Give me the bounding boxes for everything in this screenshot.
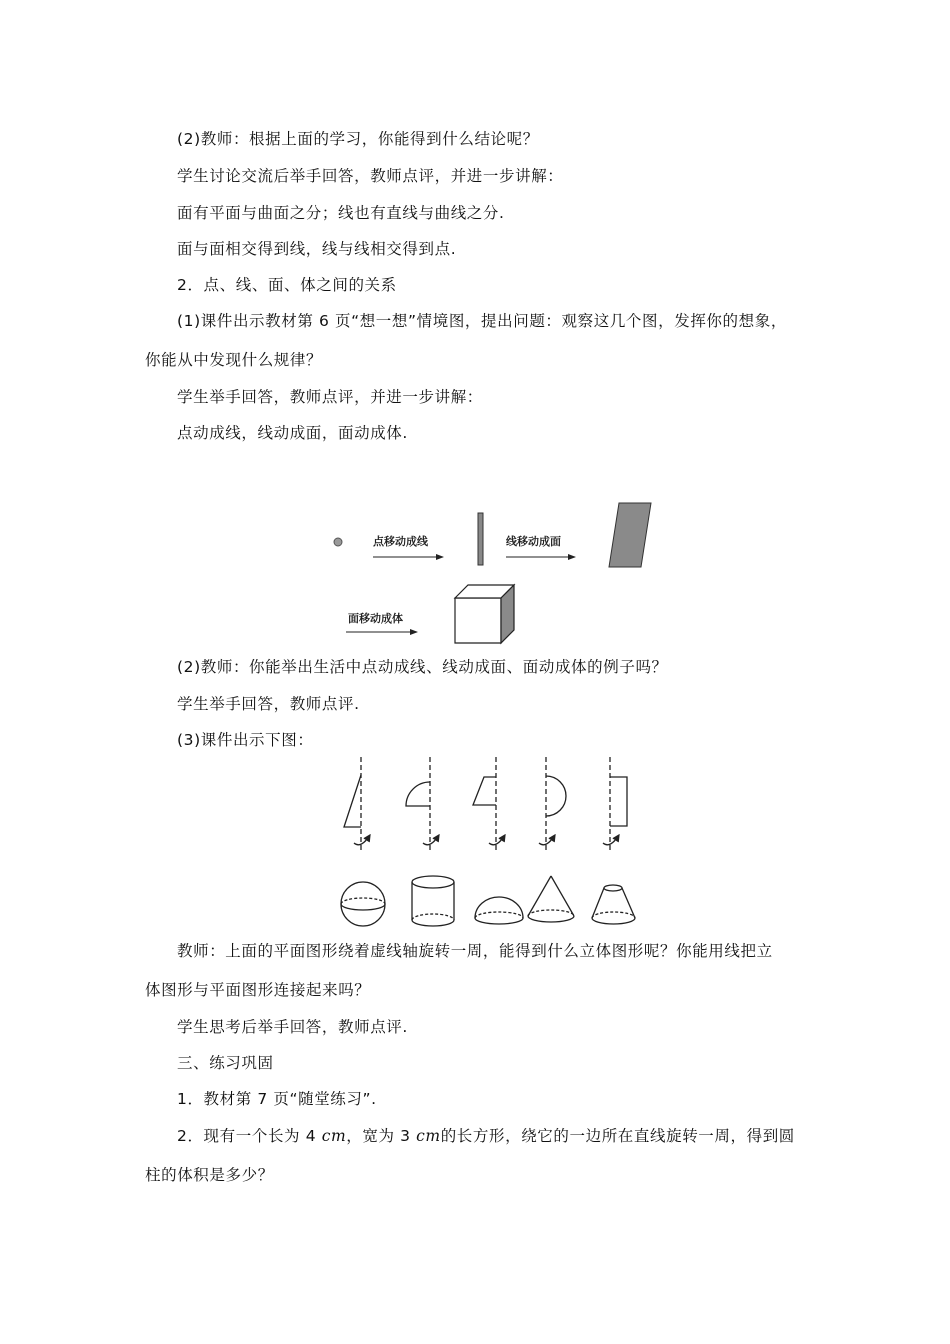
paragraph-student-answer-2: 学生举手回答，教师点评. <box>177 695 360 713</box>
exercise-2-text-a: 2．现有一个长为 4 <box>177 1127 322 1145</box>
shape-semicircle <box>539 757 566 850</box>
solid-frustum <box>592 885 635 924</box>
unit-cm-length: cm <box>321 1127 347 1145</box>
paragraph-motion-rule: 点动成线，线动成面，面动成体. <box>177 424 408 442</box>
solid-sphere <box>341 882 385 926</box>
unit-cm-width: cm <box>416 1127 441 1145</box>
paragraph-exercise-2 <box>177 1124 795 1146</box>
cube-solid <box>455 585 514 643</box>
paragraph-courseware-figure: (3)课件出示下图： <box>177 731 314 749</box>
label-point-to-line: 点移动成线 <box>373 535 428 548</box>
shape-quarter-circle <box>406 757 439 850</box>
label-line-to-plane: 线移动成面 <box>506 535 561 548</box>
paragraph-teacher-question: (2)教师：根据上面的学习，你能得到什么结论呢？ <box>177 130 539 148</box>
paragraph-student-discussion: 学生讨论交流后举手回答，教师点评，并进一步讲解： <box>177 167 564 185</box>
plane-parallelogram <box>609 503 651 567</box>
paragraph-courseware-intro: (1)课件出示教材第 6 页“想一想”情境图，提出问题：观察这几个图，发挥你的想象， <box>177 312 787 330</box>
solid-cylinder <box>412 876 454 926</box>
rotation-figure <box>330 755 650 930</box>
paragraph-student-answer: 学生举手回答，教师点评，并进一步讲解： <box>177 388 483 406</box>
paragraph-rotation-question: 教师：上面的平面图形绕着虚线轴旋转一周，能得到什么立体图形呢？你能用线把立 <box>177 942 773 960</box>
section-heading-relations: 2．点、线、面、体之间的关系 <box>177 276 397 294</box>
paragraph-exercise-2-cont: 柱的体积是多少？ <box>145 1166 274 1184</box>
line-segment <box>478 513 483 565</box>
exercise-2-text-c: 的长方形，绕它的一边所在直线旋转一周，得到圆 <box>440 1127 795 1145</box>
point-dot <box>334 538 342 546</box>
shape-rectangle <box>603 757 627 850</box>
exercise-2-text-b: ，宽为 3 <box>346 1127 417 1145</box>
shape-right-trapezoid <box>473 757 505 850</box>
paragraph-courseware-intro-cont: 你能从中发现什么规律？ <box>145 351 323 369</box>
paragraph-surface-line-types: 面有平面与曲面之分；线也有直线与曲线之分. <box>177 204 505 222</box>
solid-hemisphere <box>475 897 523 924</box>
paragraph-exercise-1: 1．教材第 7 页“随堂练习”. <box>177 1090 377 1108</box>
solid-cone <box>528 876 574 922</box>
paragraph-rotation-question-cont: 体图形与平面图形连接起来吗？ <box>145 981 371 999</box>
paragraph-intersections: 面与面相交得到线，线与线相交得到点. <box>177 240 457 258</box>
label-plane-to-solid: 面移动成体 <box>348 612 403 625</box>
shape-right-triangle <box>344 757 370 850</box>
section-heading-practice: 三、练习巩固 <box>177 1054 274 1072</box>
paragraph-teacher-examples: (2)教师：你能举出生活中点动成线、线动成面、面动成体的例子吗？ <box>177 658 668 676</box>
paragraph-student-think: 学生思考后举手回答，教师点评. <box>177 1018 408 1036</box>
motion-figure <box>325 495 665 645</box>
